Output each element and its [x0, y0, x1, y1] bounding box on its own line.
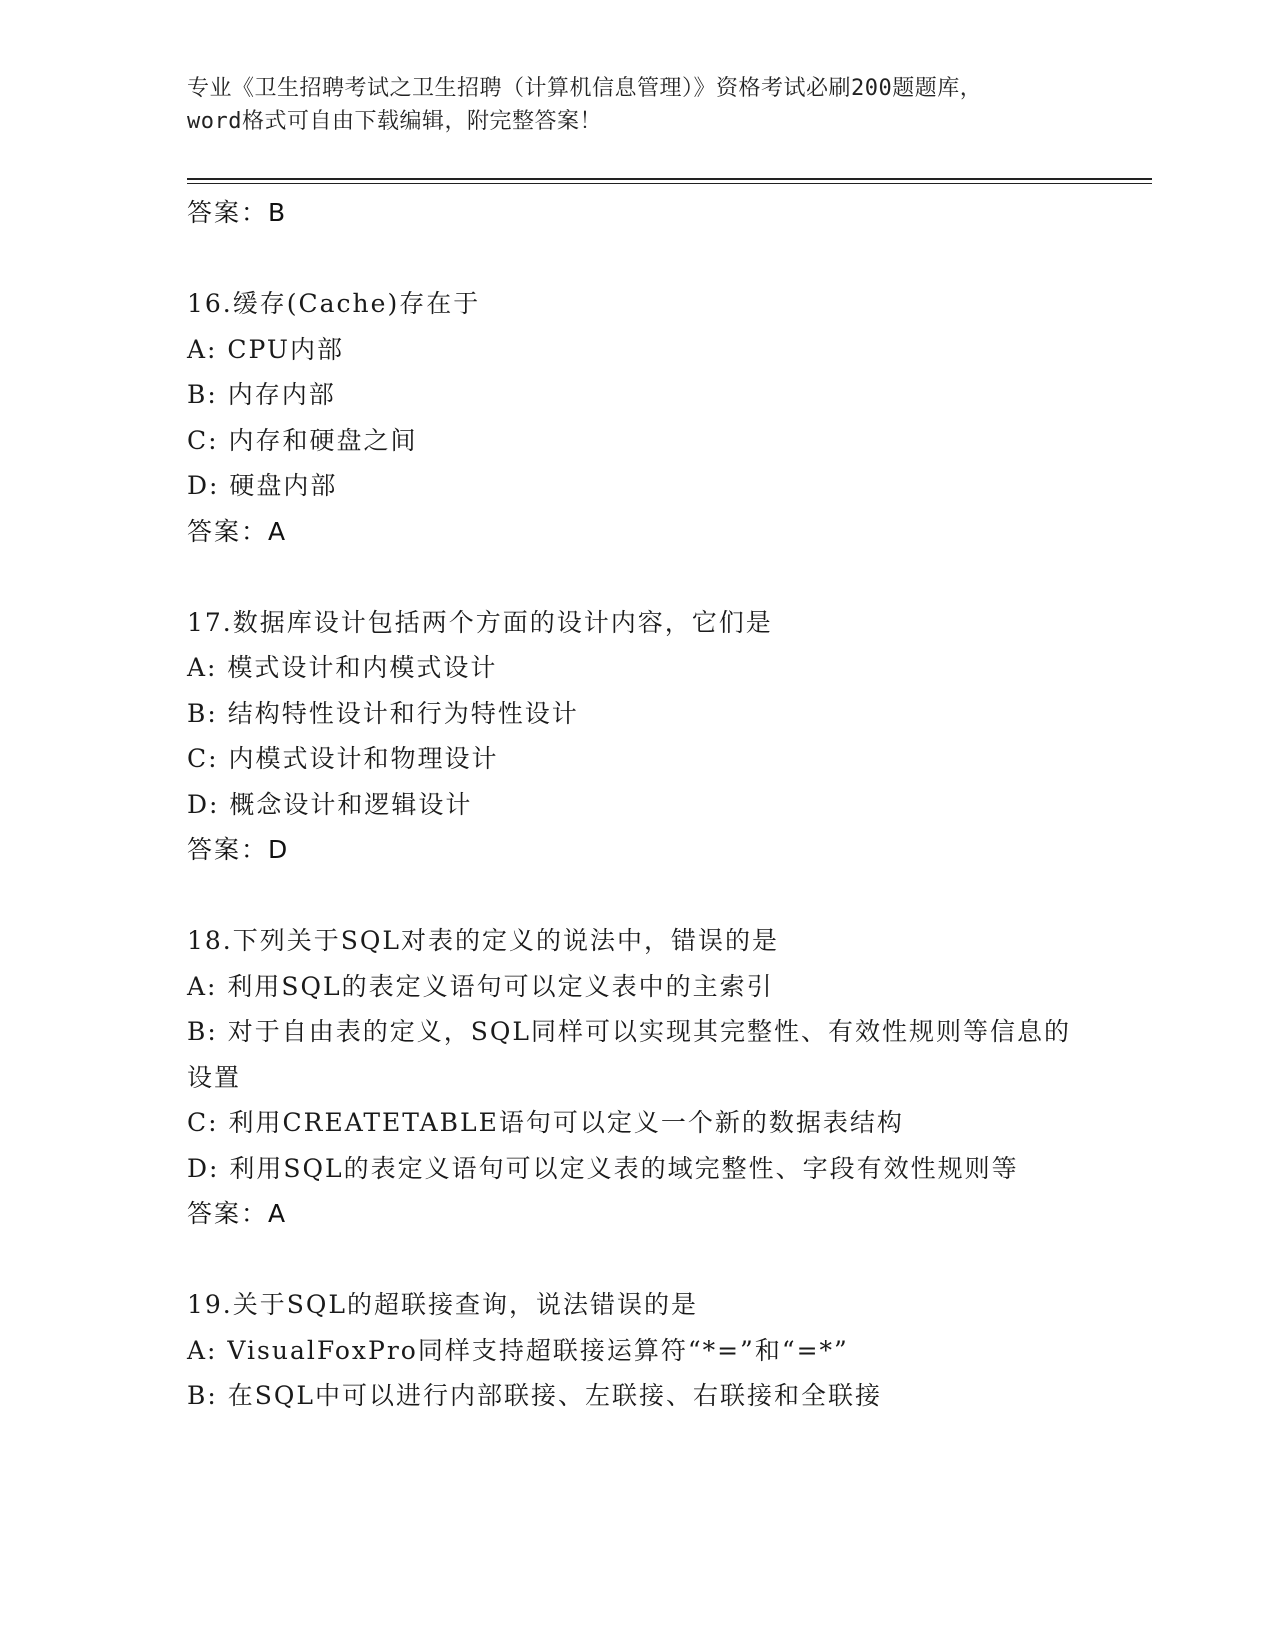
option-a: A: CPU内部 [187, 334, 345, 364]
spacer [187, 236, 1087, 282]
option-b: B: 对于自由表的定义，SQL同样可以实现其完整性、有效性规则等信息的设置 [187, 1017, 1071, 1092]
question-stem: 17.数据库设计包括两个方面的设计内容，它们是 [187, 607, 773, 637]
document-header [187, 72, 1087, 138]
question-stem: 16.缓存(Cache)存在于 [187, 289, 481, 318]
spacer [187, 1237, 1087, 1283]
option-d: D: 概念设计和逻辑设计 [187, 789, 473, 819]
option-a: A: 模式设计和内模式设计 [187, 653, 498, 682]
question-19 [187, 1282, 1087, 1419]
option-d: D: 硬盘内部 [187, 471, 338, 500]
header-divider-thick [187, 178, 1152, 180]
option-c: C: 利用CREATETABLE语句可以定义一个新的数据表结构 [187, 1108, 904, 1137]
answer: 答案：A [187, 516, 288, 546]
question-list [187, 190, 1087, 1419]
spacer [187, 873, 1087, 919]
header-line-2: word格式可自由下载编辑，附完整答案！ [187, 109, 602, 134]
answer: 答案：D [187, 835, 290, 864]
answer: 答案：A [187, 1199, 288, 1228]
question-stem: 18.下列关于SQL对表的定义的说法中，错误的是 [187, 926, 779, 955]
option-a: A: VisualFoxPro同样支持超联接运算符“*=”和“=*” [187, 1335, 849, 1365]
spacer [187, 554, 1087, 600]
header-line-1: 专业《卫生招聘考试之卫生招聘（计算机信息管理）》资格考试必刷200题题库， [187, 76, 983, 101]
option-d: D: 利用SQL的表定义语句可以定义表的域完整性、字段有效性规则等 [187, 1153, 1019, 1183]
answer-15: 答案：B [187, 198, 288, 227]
header-divider-thin [187, 183, 1152, 184]
option-c: C: 内存和硬盘之间 [187, 425, 418, 455]
question-stem: 19.关于SQL的超联接查询，说法错误的是 [187, 1290, 698, 1319]
question-18 [187, 918, 1087, 1237]
option-c: C: 内模式设计和物理设计 [187, 744, 499, 773]
option-b: B: 在SQL中可以进行内部联接、左联接、右联接和全联接 [187, 1381, 882, 1410]
option-b: B: 结构特性设计和行为特性设计 [187, 698, 579, 728]
option-a: A: 利用SQL的表定义语句可以定义表中的主索引 [187, 971, 774, 1001]
question-16 [187, 281, 1087, 554]
question-17 [187, 600, 1087, 873]
option-b: B: 内存内部 [187, 380, 336, 409]
